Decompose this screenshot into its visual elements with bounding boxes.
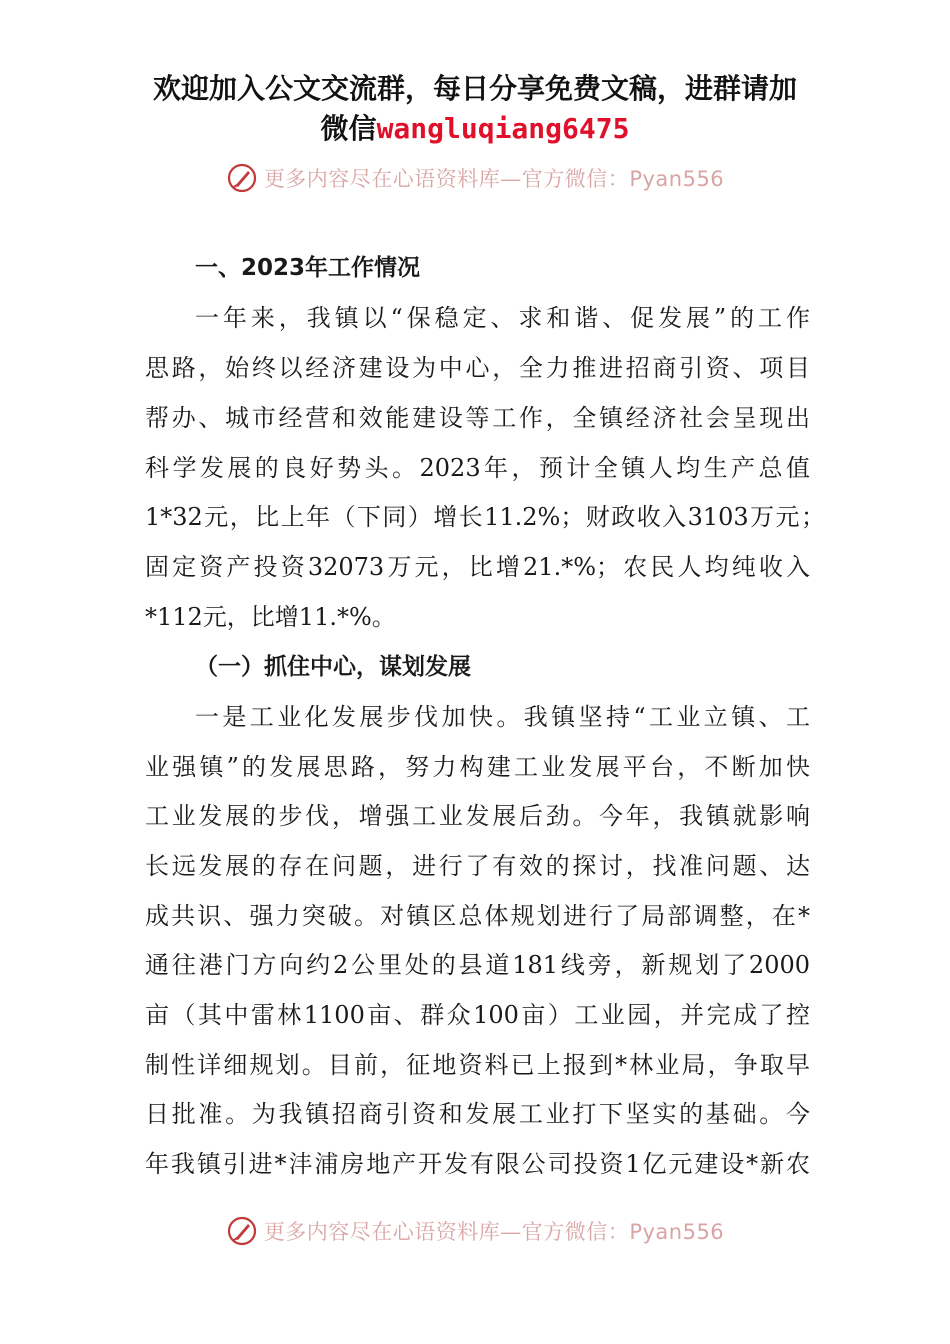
section-heading: 一、2023年工作情况 (195, 255, 421, 281)
header-prefix: 微信 (320, 112, 377, 145)
footer-banner-wechat: Pyan556 (629, 1220, 725, 1244)
paragraph1-line-1: 一年来，我镇以“保稳定、求和谐、促发展”的工作 (195, 304, 810, 332)
banner-text: 更多内容尽在心语资料库—官方微信：Pyan556 (263, 167, 725, 191)
paragraph2-line-6: 通往港门方向约2公里处的县道181线旁，新规划了2000 (145, 951, 810, 979)
paragraph2-line-8: 制性详细规划。目前，征地资料已上报到*林业局，争取早 (145, 1051, 810, 1079)
paragraph2-line-10: 年我镇引进*沣浦房地产开发有限公司投资1亿元建设*新农 (145, 1150, 810, 1178)
paragraph2-line-7: 亩（其中雷林1100亩、群众100亩）工业园，并完成了控 (145, 1001, 810, 1029)
banner-wechat: Pyan556 (629, 167, 725, 191)
top-banner (0, 158, 950, 198)
paragraph1-line-5: 1*32元，比上年（下同）增长11.2%；财政收入3103万元； (145, 503, 825, 531)
paragraph2-line-3: 工业发展的步伐，增强工业发展后劲。今年，我镇就影响 (145, 802, 810, 830)
paragraph1-line-2: 思路，始终以经济建设为中心，全力推进招商引资、项目 (145, 354, 810, 382)
header-line-2 (0, 109, 950, 149)
paragraph2-line-9: 日批准。为我镇招商引资和发展工业打下坚实的基础。今 (145, 1100, 810, 1128)
footer-banner (0, 1211, 950, 1251)
paragraph1-line-7: *112元，比增11.*%。 (145, 603, 396, 631)
paragraph1-line-6: 固定资产投资32073万元，比增21.*%；农民人均纯收入 (145, 553, 810, 581)
paragraph2-line-1: 一是工业化发展步伐加快。我镇坚持“工业立镇、工 (195, 703, 810, 731)
paragraph2-line-2: 业强镇”的发展思路，努力构建工业发展平台，不断加快 (145, 753, 810, 781)
wechat-id: wangluqiang6475 (376, 112, 630, 145)
footer-banner-text: 更多内容尽在心语资料库—官方微信：Pyan556 (263, 1220, 725, 1244)
feather-pen-logo-icon (226, 1215, 258, 1247)
feather-pen-logo-icon (226, 162, 258, 194)
paragraph2-line-4: 长远发展的存在问题，进行了有效的探讨，找准问题、达 (145, 852, 810, 880)
paragraph1-line-4: 科学发展的良好势头。2023年，预计全镇人均生产总值 (145, 454, 810, 482)
header-line-1: 欢迎加入公文交流群，每日分享免费文稿，进群请加 (152, 72, 797, 105)
paragraph2-line-5: 成共识、强力突破。对镇区总体规划进行了局部调整，在* (145, 902, 810, 930)
paragraph1-line-3: 帮办、城市经营和效能建设等工作，全镇经济社会呈现出 (145, 404, 810, 432)
subheading: （一）抓住中心，谋划发展 (195, 654, 471, 680)
